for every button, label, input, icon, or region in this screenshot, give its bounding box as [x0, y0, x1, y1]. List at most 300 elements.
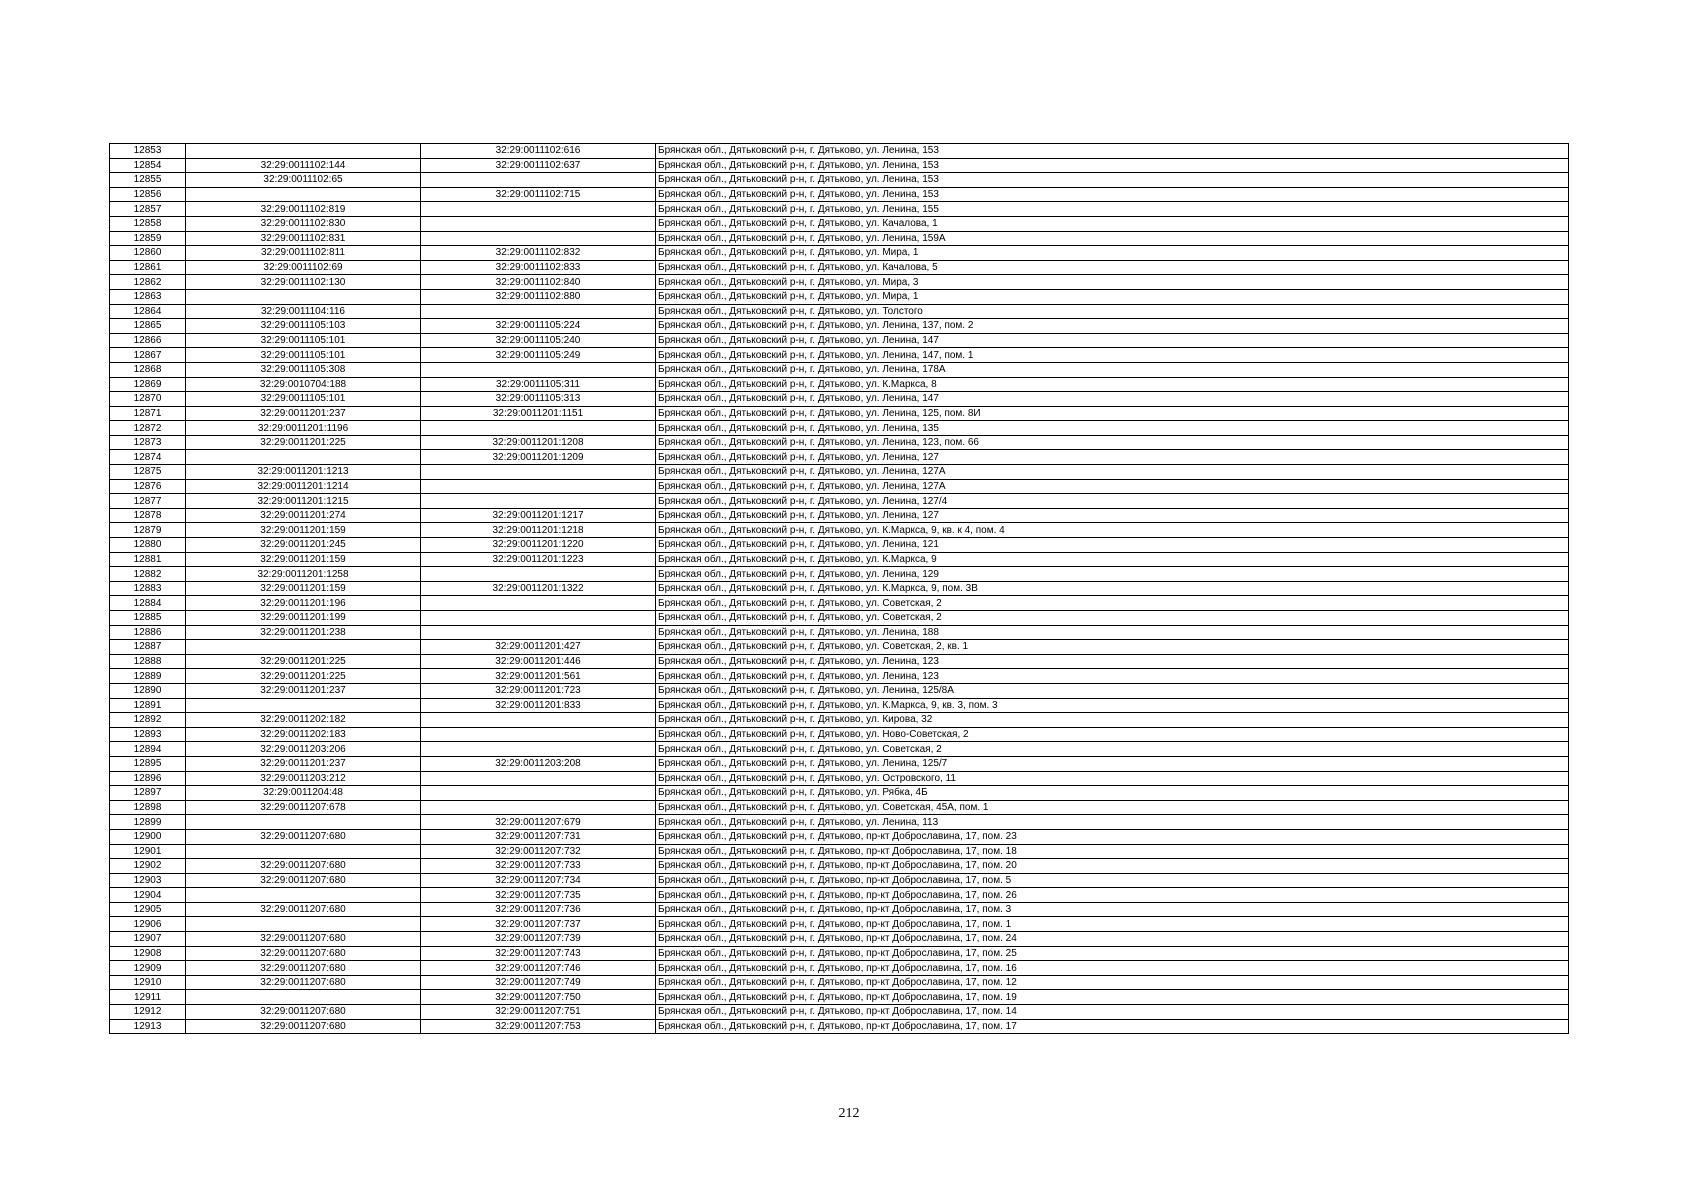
- parcel-cadastral-number-cell: [186, 450, 421, 465]
- address-cell: Брянская обл., Дятьковский р-н, г. Дятьково, пр-кт Доброславина, 17, пом. 19: [656, 990, 1569, 1005]
- table-row: [110, 304, 1569, 319]
- address-cell: Брянская обл., Дятьковский р-н, г. Дятьково, ул. Ленина, 147: [656, 392, 1569, 407]
- parcel-cadastral-number-cell: 32:29:0011105:308: [186, 362, 421, 377]
- table-row: [110, 932, 1569, 947]
- object-cadastral-number-cell: 32:29:0011105:311: [421, 377, 656, 392]
- parcel-cadastral-number-cell: 32:29:0011204:48: [186, 786, 421, 801]
- row-number-cell: 12903: [110, 873, 186, 888]
- object-cadastral-number-cell: 32:29:0011201:723: [421, 683, 656, 698]
- parcel-cadastral-number-cell: 32:29:0011207:680: [186, 873, 421, 888]
- address-cell: Брянская обл., Дятьковский р-н, г. Дятьково, ул. Ленина, 159А: [656, 231, 1569, 246]
- address-cell: Брянская обл., Дятьковский р-н, г. Дятьково, ул. Ленина, 127А: [656, 465, 1569, 480]
- object-cadastral-number-cell: 32:29:0011207:734: [421, 873, 656, 888]
- parcel-cadastral-number-cell: 32:29:0011201:159: [186, 581, 421, 596]
- table-row: [110, 377, 1569, 392]
- parcel-cadastral-number-cell: 32:29:0011105:101: [186, 333, 421, 348]
- row-number-cell: 12900: [110, 829, 186, 844]
- address-cell: Брянская обл., Дятьковский р-н, г. Дятьково, пр-кт Доброславина, 17, пом. 14: [656, 1005, 1569, 1020]
- parcel-cadastral-number-cell: 32:29:0011102:65: [186, 173, 421, 188]
- row-number-cell: 12858: [110, 216, 186, 231]
- row-number-cell: 12910: [110, 975, 186, 990]
- object-cadastral-number-cell: 32:29:0011201:1208: [421, 435, 656, 450]
- table-row: [110, 289, 1569, 304]
- parcel-cadastral-number-cell: 32:29:0011201:225: [186, 435, 421, 450]
- table-row: [110, 669, 1569, 684]
- address-cell: Брянская обл., Дятьковский р-н, г. Дятьково, пр-кт Доброславина, 17, пом. 26: [656, 888, 1569, 903]
- address-cell: Брянская обл., Дятьковский р-н, г. Дятьково, пр-кт Доброславина, 17, пом. 20: [656, 859, 1569, 874]
- table-row: [110, 611, 1569, 626]
- table-row: [110, 144, 1569, 159]
- address-cell: Брянская обл., Дятьковский р-н, г. Дятьково, пр-кт Доброславина, 17, пом. 1: [656, 917, 1569, 932]
- object-cadastral-number-cell: [421, 596, 656, 611]
- parcel-cadastral-number-cell: 32:29:0011102:819: [186, 202, 421, 217]
- row-number-cell: 12857: [110, 202, 186, 217]
- row-number-cell: 12885: [110, 611, 186, 626]
- object-cadastral-number-cell: 32:29:0011102:637: [421, 158, 656, 173]
- object-cadastral-number-cell: 32:29:0011207:750: [421, 990, 656, 1005]
- address-cell: Брянская обл., Дятьковский р-н, г. Дятьково, ул. Ленина, 127: [656, 450, 1569, 465]
- parcel-cadastral-number-cell: 32:29:0011202:183: [186, 727, 421, 742]
- address-cell: Брянская обл., Дятьковский р-н, г. Дятьково, ул. Ленина, 127: [656, 508, 1569, 523]
- table-row: [110, 888, 1569, 903]
- address-cell: Брянская обл., Дятьковский р-н, г. Дятьково, ул. Кирова, 32: [656, 713, 1569, 728]
- table-row: [110, 508, 1569, 523]
- parcel-cadastral-number-cell: 32:29:0011102:144: [186, 158, 421, 173]
- table-row: [110, 421, 1569, 436]
- table-row: [110, 275, 1569, 290]
- address-cell: Брянская обл., Дятьковский р-н, г. Дятьково, ул. К.Маркса, 8: [656, 377, 1569, 392]
- address-cell: Брянская обл., Дятьковский р-н, г. Дятьково, ул. Ленина, 123: [656, 654, 1569, 669]
- table-row: [110, 523, 1569, 538]
- parcel-cadastral-number-cell: 32:29:0011202:182: [186, 713, 421, 728]
- object-cadastral-number-cell: 32:29:0011207:737: [421, 917, 656, 932]
- row-number-cell: 12883: [110, 581, 186, 596]
- parcel-cadastral-number-cell: [186, 144, 421, 159]
- object-cadastral-number-cell: 32:29:0011105:313: [421, 392, 656, 407]
- address-cell: Брянская обл., Дятьковский р-н, г. Дятьково, пр-кт Доброславина, 17, пом. 23: [656, 829, 1569, 844]
- address-cell: Брянская обл., Дятьковский р-н, г. Дятьково, ул. Ленина, 129: [656, 567, 1569, 582]
- row-number-cell: 12853: [110, 144, 186, 159]
- row-number-cell: 12901: [110, 844, 186, 859]
- table-row: [110, 859, 1569, 874]
- object-cadastral-number-cell: [421, 173, 656, 188]
- table-row: [110, 362, 1569, 377]
- object-cadastral-number-cell: [421, 771, 656, 786]
- table-row: [110, 538, 1569, 553]
- table-row: [110, 640, 1569, 655]
- row-number-cell: 12862: [110, 275, 186, 290]
- row-number-cell: 12877: [110, 494, 186, 509]
- address-cell: Брянская обл., Дятьковский р-н, г. Дятьково, ул. Ленина, 123, пом. 66: [656, 435, 1569, 450]
- table-row: [110, 596, 1569, 611]
- object-cadastral-number-cell: 32:29:0011201:833: [421, 698, 656, 713]
- row-number-cell: 12879: [110, 523, 186, 538]
- address-cell: Брянская обл., Дятьковский р-н, г. Дятьково, ул. Ленина, 147, пом. 1: [656, 348, 1569, 363]
- row-number-cell: 12854: [110, 158, 186, 173]
- object-cadastral-number-cell: [421, 362, 656, 377]
- address-cell: Брянская обл., Дятьковский р-н, г. Дятьково, ул. Советская, 2: [656, 596, 1569, 611]
- object-cadastral-number-cell: 32:29:0011201:1218: [421, 523, 656, 538]
- address-cell: Брянская обл., Дятьковский р-н, г. Дятьково, ул. Островского, 11: [656, 771, 1569, 786]
- parcel-cadastral-number-cell: 32:29:0011207:680: [186, 932, 421, 947]
- object-cadastral-number-cell: [421, 611, 656, 626]
- table-row: [110, 990, 1569, 1005]
- row-number-cell: 12899: [110, 815, 186, 830]
- object-cadastral-number-cell: [421, 202, 656, 217]
- address-cell: Брянская обл., Дятьковский р-н, г. Дятьково, ул. Ленина, 127/4: [656, 494, 1569, 509]
- table-row: [110, 465, 1569, 480]
- parcel-cadastral-number-cell: 32:29:0011201:1196: [186, 421, 421, 436]
- table-row: [110, 844, 1569, 859]
- row-number-cell: 12896: [110, 771, 186, 786]
- object-cadastral-number-cell: [421, 567, 656, 582]
- row-number-cell: 12909: [110, 961, 186, 976]
- table-row: [110, 917, 1569, 932]
- parcel-cadastral-number-cell: 32:29:0011102:830: [186, 216, 421, 231]
- parcel-cadastral-number-cell: [186, 844, 421, 859]
- row-number-cell: 12868: [110, 362, 186, 377]
- row-number-cell: 12893: [110, 727, 186, 742]
- parcel-cadastral-number-cell: 32:29:0011201:225: [186, 669, 421, 684]
- row-number-cell: 12855: [110, 173, 186, 188]
- address-cell: Брянская обл., Дятьковский р-н, г. Дятьково, ул. Ленина, 125, пом. 8И: [656, 406, 1569, 421]
- row-number-cell: 12891: [110, 698, 186, 713]
- address-cell: Брянская обл., Дятьковский р-н, г. Дятьково, пр-кт Доброславина, 17, пом. 5: [656, 873, 1569, 888]
- table-row: [110, 173, 1569, 188]
- row-number-cell: 12904: [110, 888, 186, 903]
- object-cadastral-number-cell: 32:29:0011201:1151: [421, 406, 656, 421]
- parcel-cadastral-number-cell: 32:29:0011207:680: [186, 1019, 421, 1034]
- object-cadastral-number-cell: 32:29:0011201:561: [421, 669, 656, 684]
- object-cadastral-number-cell: 32:29:0011207:679: [421, 815, 656, 830]
- object-cadastral-number-cell: 32:29:0011201:1209: [421, 450, 656, 465]
- row-number-cell: 12873: [110, 435, 186, 450]
- table-row: [110, 552, 1569, 567]
- row-number-cell: 12905: [110, 902, 186, 917]
- row-number-cell: 12889: [110, 669, 186, 684]
- address-cell: Брянская обл., Дятьковский р-н, г. Дятьково, ул. Ленина, 178А: [656, 362, 1569, 377]
- address-cell: Брянская обл., Дятьковский р-н, г. Дятьково, пр-кт Доброславина, 17, пом. 25: [656, 946, 1569, 961]
- object-cadastral-number-cell: [421, 713, 656, 728]
- object-cadastral-number-cell: [421, 479, 656, 494]
- address-cell: Брянская обл., Дятьковский р-н, г. Дятьково, ул. Ленина, 127А: [656, 479, 1569, 494]
- row-number-cell: 12902: [110, 859, 186, 874]
- object-cadastral-number-cell: [421, 727, 656, 742]
- address-cell: Брянская обл., Дятьковский р-н, г. Дятьково, ул. Рябка, 4Б: [656, 786, 1569, 801]
- object-cadastral-number-cell: [421, 304, 656, 319]
- parcel-cadastral-number-cell: [186, 289, 421, 304]
- parcel-cadastral-number-cell: 32:29:0011207:680: [186, 975, 421, 990]
- object-cadastral-number-cell: 32:29:0011207:743: [421, 946, 656, 961]
- row-number-cell: 12876: [110, 479, 186, 494]
- object-cadastral-number-cell: 32:29:0011102:840: [421, 275, 656, 290]
- object-cadastral-number-cell: 32:29:0011102:880: [421, 289, 656, 304]
- table-row: [110, 348, 1569, 363]
- parcel-cadastral-number-cell: [186, 888, 421, 903]
- row-number-cell: 12867: [110, 348, 186, 363]
- table-row: [110, 946, 1569, 961]
- parcel-cadastral-number-cell: 32:29:0011203:212: [186, 771, 421, 786]
- table-row: [110, 1005, 1569, 1020]
- parcel-cadastral-number-cell: 32:29:0011207:678: [186, 800, 421, 815]
- address-cell: Брянская обл., Дятьковский р-н, г. Дятьково, пр-кт Доброславина, 17, пом. 17: [656, 1019, 1569, 1034]
- object-cadastral-number-cell: 32:29:0011201:1220: [421, 538, 656, 553]
- row-number-cell: 12864: [110, 304, 186, 319]
- row-number-cell: 12881: [110, 552, 186, 567]
- address-cell: Брянская обл., Дятьковский р-н, г. Дятьково, ул. К.Маркса, 9, кв. к 4, пом. 4: [656, 523, 1569, 538]
- object-cadastral-number-cell: 32:29:0011203:208: [421, 756, 656, 771]
- address-cell: Брянская обл., Дятьковский р-н, г. Дятьково, пр-кт Доброславина, 17, пом. 24: [656, 932, 1569, 947]
- parcel-cadastral-number-cell: 32:29:0010704:188: [186, 377, 421, 392]
- table-row: [110, 961, 1569, 976]
- address-cell: Брянская обл., Дятьковский р-н, г. Дятьково, ул. Ленина, 153: [656, 144, 1569, 159]
- object-cadastral-number-cell: 32:29:0011207:731: [421, 829, 656, 844]
- object-cadastral-number-cell: 32:29:0011207:753: [421, 1019, 656, 1034]
- address-cell: Брянская обл., Дятьковский р-н, г. Дятьково, ул. Ленина, 113: [656, 815, 1569, 830]
- parcel-cadastral-number-cell: 32:29:0011102:130: [186, 275, 421, 290]
- row-number-cell: 12859: [110, 231, 186, 246]
- parcel-cadastral-number-cell: [186, 187, 421, 202]
- parcel-cadastral-number-cell: 32:29:0011207:680: [186, 829, 421, 844]
- table-row: [110, 902, 1569, 917]
- row-number-cell: 12872: [110, 421, 186, 436]
- parcel-cadastral-number-cell: 32:29:0011105:101: [186, 348, 421, 363]
- address-cell: Брянская обл., Дятьковский р-н, г. Дятьково, ул. Мира, 1: [656, 289, 1569, 304]
- table-row: [110, 158, 1569, 173]
- address-cell: Брянская обл., Дятьковский р-н, г. Дятьково, ул. К.Маркса, 9: [656, 552, 1569, 567]
- address-cell: Брянская обл., Дятьковский р-н, г. Дятьково, ул. Качалова, 1: [656, 216, 1569, 231]
- parcel-cadastral-number-cell: [186, 640, 421, 655]
- row-number-cell: 12912: [110, 1005, 186, 1020]
- object-cadastral-number-cell: [421, 800, 656, 815]
- row-number-cell: 12856: [110, 187, 186, 202]
- object-cadastral-number-cell: 32:29:0011201:427: [421, 640, 656, 655]
- row-number-cell: 12895: [110, 756, 186, 771]
- table-row: [110, 786, 1569, 801]
- row-number-cell: 12890: [110, 683, 186, 698]
- row-number-cell: 12888: [110, 654, 186, 669]
- address-cell: Брянская обл., Дятьковский р-н, г. Дятьково, ул. Ленина, 125/7: [656, 756, 1569, 771]
- object-cadastral-number-cell: 32:29:0011105:249: [421, 348, 656, 363]
- row-number-cell: 12908: [110, 946, 186, 961]
- table-row: [110, 392, 1569, 407]
- table-row: [110, 713, 1569, 728]
- parcel-cadastral-number-cell: 32:29:0011201:225: [186, 654, 421, 669]
- row-number-cell: 12882: [110, 567, 186, 582]
- table-row: [110, 435, 1569, 450]
- object-cadastral-number-cell: 32:29:0011207:736: [421, 902, 656, 917]
- row-number-cell: 12886: [110, 625, 186, 640]
- row-number-cell: 12887: [110, 640, 186, 655]
- table-row: [110, 742, 1569, 757]
- parcel-cadastral-number-cell: 32:29:0011102:831: [186, 231, 421, 246]
- table-row: [110, 494, 1569, 509]
- table-row: [110, 975, 1569, 990]
- table-row: [110, 567, 1569, 582]
- parcel-cadastral-number-cell: 32:29:0011201:1215: [186, 494, 421, 509]
- table-row: [110, 333, 1569, 348]
- parcel-cadastral-number-cell: [186, 917, 421, 932]
- row-number-cell: 12861: [110, 260, 186, 275]
- row-number-cell: 12878: [110, 508, 186, 523]
- row-number-cell: 12898: [110, 800, 186, 815]
- address-cell: Брянская обл., Дятьковский р-н, г. Дятьково, ул. Мира, 1: [656, 246, 1569, 261]
- table-row: [110, 873, 1569, 888]
- object-cadastral-number-cell: 32:29:0011207:733: [421, 859, 656, 874]
- cadastral-table-body: [110, 144, 1569, 1034]
- parcel-cadastral-number-cell: 32:29:0011201:245: [186, 538, 421, 553]
- parcel-cadastral-number-cell: [186, 815, 421, 830]
- address-cell: Брянская обл., Дятьковский р-н, г. Дятьково, ул. Ленина, 137, пом. 2: [656, 319, 1569, 334]
- parcel-cadastral-number-cell: 32:29:0011104:116: [186, 304, 421, 319]
- parcel-cadastral-number-cell: 32:29:0011201:237: [186, 683, 421, 698]
- parcel-cadastral-number-cell: 32:29:0011102:811: [186, 246, 421, 261]
- table-row: [110, 319, 1569, 334]
- object-cadastral-number-cell: 32:29:0011201:1217: [421, 508, 656, 523]
- row-number-cell: 12870: [110, 392, 186, 407]
- address-cell: Брянская обл., Дятьковский р-н, г. Дятьково, ул. Ленина, 188: [656, 625, 1569, 640]
- table-row: [110, 216, 1569, 231]
- table-row: [110, 800, 1569, 815]
- object-cadastral-number-cell: 32:29:0011207:749: [421, 975, 656, 990]
- parcel-cadastral-number-cell: 32:29:0011203:206: [186, 742, 421, 757]
- row-number-cell: 12869: [110, 377, 186, 392]
- parcel-cadastral-number-cell: 32:29:0011201:237: [186, 756, 421, 771]
- address-cell: Брянская обл., Дятьковский р-н, г. Дятьково, ул. Мира, 3: [656, 275, 1569, 290]
- row-number-cell: 12906: [110, 917, 186, 932]
- object-cadastral-number-cell: [421, 465, 656, 480]
- object-cadastral-number-cell: 32:29:0011207:739: [421, 932, 656, 947]
- address-cell: Брянская обл., Дятьковский р-н, г. Дятьково, ул. Качалова, 5: [656, 260, 1569, 275]
- row-number-cell: 12907: [110, 932, 186, 947]
- object-cadastral-number-cell: 32:29:0011102:833: [421, 260, 656, 275]
- row-number-cell: 12911: [110, 990, 186, 1005]
- table-row: [110, 727, 1569, 742]
- object-cadastral-number-cell: 32:29:0011207:735: [421, 888, 656, 903]
- table-row: [110, 683, 1569, 698]
- address-cell: Брянская обл., Дятьковский р-н, г. Дятьково, ул. Ленина, 147: [656, 333, 1569, 348]
- parcel-cadastral-number-cell: 32:29:0011105:101: [186, 392, 421, 407]
- object-cadastral-number-cell: [421, 421, 656, 436]
- object-cadastral-number-cell: 32:29:0011207:732: [421, 844, 656, 859]
- table-row: [110, 187, 1569, 202]
- address-cell: Брянская обл., Дятьковский р-н, г. Дятьково, пр-кт Доброславина, 17, пом. 18: [656, 844, 1569, 859]
- table-row: [110, 450, 1569, 465]
- parcel-cadastral-number-cell: 32:29:0011207:680: [186, 961, 421, 976]
- row-number-cell: 12865: [110, 319, 186, 334]
- address-cell: Брянская обл., Дятьковский р-н, г. Дятьково, пр-кт Доброславина, 17, пом. 3: [656, 902, 1569, 917]
- row-number-cell: 12884: [110, 596, 186, 611]
- table-row: [110, 406, 1569, 421]
- address-cell: Брянская обл., Дятьковский р-н, г. Дятьково, ул. Ленина, 123: [656, 669, 1569, 684]
- table-row: [110, 829, 1569, 844]
- address-cell: Брянская обл., Дятьковский р-н, г. Дятьково, ул. Ленина, 153: [656, 187, 1569, 202]
- row-number-cell: 12874: [110, 450, 186, 465]
- address-cell: Брянская обл., Дятьковский р-н, г. Дятьково, ул. Советская, 2: [656, 742, 1569, 757]
- table-row: [110, 246, 1569, 261]
- parcel-cadastral-number-cell: [186, 990, 421, 1005]
- row-number-cell: 12860: [110, 246, 186, 261]
- parcel-cadastral-number-cell: 32:29:0011201:237: [186, 406, 421, 421]
- row-number-cell: 12892: [110, 713, 186, 728]
- parcel-cadastral-number-cell: 32:29:0011201:238: [186, 625, 421, 640]
- table-row: [110, 260, 1569, 275]
- address-cell: Брянская обл., Дятьковский р-н, г. Дятьково, ул. Ленина, 153: [656, 173, 1569, 188]
- address-cell: Брянская обл., Дятьковский р-н, г. Дятьково, ул. Ленина, 125/8А: [656, 683, 1569, 698]
- parcel-cadastral-number-cell: 32:29:0011105:103: [186, 319, 421, 334]
- table-row: [110, 202, 1569, 217]
- parcel-cadastral-number-cell: 32:29:0011207:680: [186, 902, 421, 917]
- parcel-cadastral-number-cell: 32:29:0011207:680: [186, 859, 421, 874]
- parcel-cadastral-number-cell: 32:29:0011201:1258: [186, 567, 421, 582]
- address-cell: Брянская обл., Дятьковский р-н, г. Дятьково, пр-кт Доброславина, 17, пом. 16: [656, 961, 1569, 976]
- object-cadastral-number-cell: 32:29:0011201:1322: [421, 581, 656, 596]
- address-cell: Брянская обл., Дятьковский р-н, г. Дятьково, ул. Ново-Советская, 2: [656, 727, 1569, 742]
- table-row: [110, 625, 1569, 640]
- object-cadastral-number-cell: [421, 231, 656, 246]
- table-row: [110, 771, 1569, 786]
- object-cadastral-number-cell: 32:29:0011102:616: [421, 144, 656, 159]
- row-number-cell: 12871: [110, 406, 186, 421]
- parcel-cadastral-number-cell: [186, 698, 421, 713]
- parcel-cadastral-number-cell: 32:29:0011201:199: [186, 611, 421, 626]
- address-cell: Брянская обл., Дятьковский р-н, г. Дятьково, ул. К.Маркса, 9, кв. 3, пом. 3: [656, 698, 1569, 713]
- address-cell: Брянская обл., Дятьковский р-н, г. Дятьково, ул. Ленина, 121: [656, 538, 1569, 553]
- object-cadastral-number-cell: [421, 494, 656, 509]
- row-number-cell: 12863: [110, 289, 186, 304]
- table-row: [110, 1019, 1569, 1034]
- address-cell: Брянская обл., Дятьковский р-н, г. Дятьково, ул. Ленина, 155: [656, 202, 1569, 217]
- object-cadastral-number-cell: 32:29:0011201:1223: [421, 552, 656, 567]
- address-cell: Брянская обл., Дятьковский р-н, г. Дятьково, ул. Ленина, 153: [656, 158, 1569, 173]
- table-row: [110, 815, 1569, 830]
- cadastral-table: [109, 143, 1569, 1034]
- page-number: 212: [838, 1106, 860, 1121]
- object-cadastral-number-cell: 32:29:0011102:832: [421, 246, 656, 261]
- object-cadastral-number-cell: 32:29:0011207:751: [421, 1005, 656, 1020]
- parcel-cadastral-number-cell: 32:29:0011201:196: [186, 596, 421, 611]
- row-number-cell: 12875: [110, 465, 186, 480]
- row-number-cell: 12866: [110, 333, 186, 348]
- object-cadastral-number-cell: [421, 216, 656, 231]
- address-cell: Брянская обл., Дятьковский р-н, г. Дятьково, ул. К.Маркса, 9, пом. 3В: [656, 581, 1569, 596]
- row-number-cell: 12880: [110, 538, 186, 553]
- parcel-cadastral-number-cell: 32:29:0011201:1214: [186, 479, 421, 494]
- parcel-cadastral-number-cell: 32:29:0011201:274: [186, 508, 421, 523]
- parcel-cadastral-number-cell: 32:29:0011201:1213: [186, 465, 421, 480]
- row-number-cell: 12913: [110, 1019, 186, 1034]
- object-cadastral-number-cell: 32:29:0011201:446: [421, 654, 656, 669]
- table-row: [110, 756, 1569, 771]
- row-number-cell: 12894: [110, 742, 186, 757]
- object-cadastral-number-cell: 32:29:0011207:746: [421, 961, 656, 976]
- object-cadastral-number-cell: 32:29:0011102:715: [421, 187, 656, 202]
- table-row: [110, 231, 1569, 246]
- parcel-cadastral-number-cell: 32:29:0011207:680: [186, 946, 421, 961]
- parcel-cadastral-number-cell: 32:29:0011201:159: [186, 552, 421, 567]
- object-cadastral-number-cell: [421, 625, 656, 640]
- table-row: [110, 479, 1569, 494]
- table-row: [110, 698, 1569, 713]
- object-cadastral-number-cell: 32:29:0011105:240: [421, 333, 656, 348]
- parcel-cadastral-number-cell: 32:29:0011207:680: [186, 1005, 421, 1020]
- object-cadastral-number-cell: [421, 742, 656, 757]
- address-cell: Брянская обл., Дятьковский р-н, г. Дятьково, ул. Толстого: [656, 304, 1569, 319]
- parcel-cadastral-number-cell: 32:29:0011201:159: [186, 523, 421, 538]
- table-row: [110, 581, 1569, 596]
- address-cell: Брянская обл., Дятьковский р-н, г. Дятьково, пр-кт Доброславина, 17, пом. 12: [656, 975, 1569, 990]
- address-cell: Брянская обл., Дятьковский р-н, г. Дятьково, ул. Советская, 2, кв. 1: [656, 640, 1569, 655]
